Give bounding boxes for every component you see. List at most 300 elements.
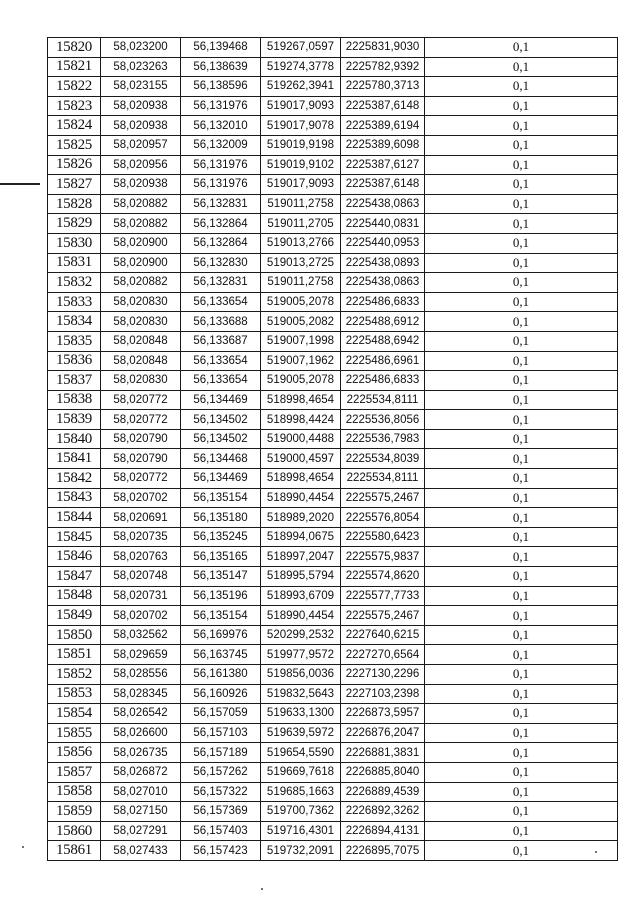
x-coordinate-cell: 519017,9078 <box>261 116 341 136</box>
y-coordinate-cell: 2227640,6215 <box>341 625 425 645</box>
point-number-cell: 15839 <box>48 410 101 430</box>
longitude-cell: 56,138596 <box>181 77 261 97</box>
point-number-cell: 15821 <box>48 57 101 77</box>
table-row <box>48 821 618 841</box>
table-row <box>48 390 618 410</box>
x-coordinate-cell: 519654,5590 <box>261 743 341 763</box>
y-coordinate-cell: 2225389,6098 <box>341 135 425 155</box>
point-number-cell: 15832 <box>48 273 101 293</box>
y-coordinate-cell: 2225536,8056 <box>341 410 425 430</box>
value-cell: 0,1 <box>425 312 618 332</box>
x-coordinate-cell: 519005,2078 <box>261 371 341 391</box>
value-cell: 0,1 <box>425 743 618 763</box>
table-row <box>48 312 618 332</box>
table-row <box>48 135 618 155</box>
x-coordinate-cell: 518998,4654 <box>261 469 341 489</box>
y-coordinate-cell: 2225534,8111 <box>341 469 425 489</box>
longitude-cell: 56,134469 <box>181 469 261 489</box>
x-coordinate-cell: 519700,7362 <box>261 802 341 822</box>
longitude-cell: 56,157369 <box>181 802 261 822</box>
x-coordinate-cell: 519832,5643 <box>261 684 341 704</box>
table-row <box>48 743 618 763</box>
point-number-cell: 15827 <box>48 175 101 195</box>
y-coordinate-cell: 2225486,6961 <box>341 351 425 371</box>
longitude-cell: 56,134468 <box>181 449 261 469</box>
latitude-cell: 58,020748 <box>101 567 181 587</box>
latitude-cell: 58,020735 <box>101 527 181 547</box>
latitude-cell: 58,028345 <box>101 684 181 704</box>
point-number-cell: 15855 <box>48 723 101 743</box>
value-cell: 0,1 <box>425 645 618 665</box>
x-coordinate-cell: 519685,1663 <box>261 782 341 802</box>
table-row <box>48 469 618 489</box>
point-number-cell: 15837 <box>48 371 101 391</box>
point-number-cell: 15828 <box>48 194 101 214</box>
table-row <box>48 194 618 214</box>
y-coordinate-cell: 2225440,0953 <box>341 233 425 253</box>
longitude-cell: 56,131976 <box>181 96 261 116</box>
value-cell: 0,1 <box>425 331 618 351</box>
latitude-cell: 58,020848 <box>101 351 181 371</box>
latitude-cell: 58,020900 <box>101 233 181 253</box>
y-coordinate-cell: 2225438,0863 <box>341 194 425 214</box>
latitude-cell: 58,020702 <box>101 488 181 508</box>
value-cell: 0,1 <box>425 625 618 645</box>
longitude-cell: 56,133654 <box>181 292 261 312</box>
scan-speck <box>595 851 597 853</box>
table-row <box>48 527 618 547</box>
value-cell: 0,1 <box>425 233 618 253</box>
value-cell: 0,1 <box>425 586 618 606</box>
point-number-cell: 15825 <box>48 135 101 155</box>
longitude-cell: 56,133654 <box>181 371 261 391</box>
y-coordinate-cell: 2225387,6148 <box>341 175 425 195</box>
longitude-cell: 56,132009 <box>181 135 261 155</box>
point-number-cell: 15836 <box>48 351 101 371</box>
point-number-cell: 15822 <box>48 77 101 97</box>
value-cell: 0,1 <box>425 77 618 97</box>
x-coordinate-cell: 519011,2705 <box>261 214 341 234</box>
value-cell: 0,1 <box>425 684 618 704</box>
value-cell: 0,1 <box>425 508 618 528</box>
x-coordinate-cell: 519977,9572 <box>261 645 341 665</box>
latitude-cell: 58,028556 <box>101 665 181 685</box>
x-coordinate-cell: 519267,0597 <box>261 38 341 58</box>
y-coordinate-cell: 2227103,2398 <box>341 684 425 704</box>
y-coordinate-cell: 2225387,6127 <box>341 155 425 175</box>
longitude-cell: 56,132010 <box>181 116 261 136</box>
x-coordinate-cell: 518993,6709 <box>261 586 341 606</box>
x-coordinate-cell: 519669,7618 <box>261 762 341 782</box>
point-number-cell: 15845 <box>48 527 101 547</box>
point-number-cell: 15841 <box>48 449 101 469</box>
point-number-cell: 15848 <box>48 586 101 606</box>
x-coordinate-cell: 519633,1300 <box>261 704 341 724</box>
latitude-cell: 58,027291 <box>101 821 181 841</box>
x-coordinate-cell: 518998,4424 <box>261 410 341 430</box>
x-coordinate-cell: 518995,5794 <box>261 567 341 587</box>
y-coordinate-cell: 2226881,3831 <box>341 743 425 763</box>
latitude-cell: 58,020882 <box>101 214 181 234</box>
table-row <box>48 351 618 371</box>
point-number-cell: 15861 <box>48 841 101 861</box>
latitude-cell: 58,020830 <box>101 292 181 312</box>
table-row <box>48 625 618 645</box>
value-cell: 0,1 <box>425 469 618 489</box>
longitude-cell: 56,157322 <box>181 782 261 802</box>
table-row <box>48 331 618 351</box>
y-coordinate-cell: 2225389,6194 <box>341 116 425 136</box>
point-number-cell: 15834 <box>48 312 101 332</box>
x-coordinate-cell: 519007,1998 <box>261 331 341 351</box>
latitude-cell: 58,020830 <box>101 371 181 391</box>
latitude-cell: 58,020938 <box>101 96 181 116</box>
point-number-cell: 15852 <box>48 665 101 685</box>
table-row <box>48 273 618 293</box>
longitude-cell: 56,135154 <box>181 606 261 626</box>
point-number-cell: 15846 <box>48 547 101 567</box>
value-cell: 0,1 <box>425 821 618 841</box>
longitude-cell: 56,157262 <box>181 762 261 782</box>
point-number-cell: 15820 <box>48 38 101 58</box>
latitude-cell: 58,027010 <box>101 782 181 802</box>
y-coordinate-cell: 2226876,2047 <box>341 723 425 743</box>
scan-speck <box>22 846 24 848</box>
longitude-cell: 56,132864 <box>181 233 261 253</box>
y-coordinate-cell: 2225575,2467 <box>341 606 425 626</box>
point-number-cell: 15849 <box>48 606 101 626</box>
value-cell: 0,1 <box>425 449 618 469</box>
table-row <box>48 547 618 567</box>
point-number-cell: 15840 <box>48 429 101 449</box>
left-margin-rule <box>0 183 40 185</box>
longitude-cell: 56,157189 <box>181 743 261 763</box>
value-cell: 0,1 <box>425 253 618 273</box>
point-number-cell: 15857 <box>48 762 101 782</box>
table-row <box>48 116 618 136</box>
latitude-cell: 58,029659 <box>101 645 181 665</box>
latitude-cell: 58,020772 <box>101 390 181 410</box>
value-cell: 0,1 <box>425 175 618 195</box>
x-coordinate-cell: 519007,1962 <box>261 351 341 371</box>
longitude-cell: 56,134502 <box>181 410 261 430</box>
longitude-cell: 56,169976 <box>181 625 261 645</box>
longitude-cell: 56,135196 <box>181 586 261 606</box>
longitude-cell: 56,138639 <box>181 57 261 77</box>
table-row <box>48 704 618 724</box>
x-coordinate-cell: 519639,5972 <box>261 723 341 743</box>
x-coordinate-cell: 518998,4654 <box>261 390 341 410</box>
longitude-cell: 56,135165 <box>181 547 261 567</box>
value-cell: 0,1 <box>425 194 618 214</box>
latitude-cell: 58,020938 <box>101 116 181 136</box>
y-coordinate-cell: 2226873,5957 <box>341 704 425 724</box>
x-coordinate-cell: 519000,4597 <box>261 449 341 469</box>
table-row <box>48 38 618 58</box>
value-cell: 0,1 <box>425 116 618 136</box>
longitude-cell: 56,157059 <box>181 704 261 724</box>
value-cell: 0,1 <box>425 723 618 743</box>
table-row <box>48 449 618 469</box>
longitude-cell: 56,134502 <box>181 429 261 449</box>
latitude-cell: 58,032562 <box>101 625 181 645</box>
y-coordinate-cell: 2225575,9837 <box>341 547 425 567</box>
longitude-cell: 56,157403 <box>181 821 261 841</box>
y-coordinate-cell: 2225440,0831 <box>341 214 425 234</box>
longitude-cell: 56,131976 <box>181 175 261 195</box>
table-row <box>48 371 618 391</box>
value-cell: 0,1 <box>425 488 618 508</box>
latitude-cell: 58,020956 <box>101 155 181 175</box>
point-number-cell: 15829 <box>48 214 101 234</box>
value-cell: 0,1 <box>425 606 618 626</box>
table-row <box>48 233 618 253</box>
x-coordinate-cell: 519013,2766 <box>261 233 341 253</box>
y-coordinate-cell: 2225577,7733 <box>341 586 425 606</box>
longitude-cell: 56,139468 <box>181 38 261 58</box>
x-coordinate-cell: 519017,9093 <box>261 96 341 116</box>
longitude-cell: 56,131976 <box>181 155 261 175</box>
longitude-cell: 56,133687 <box>181 331 261 351</box>
longitude-cell: 56,132830 <box>181 253 261 273</box>
longitude-cell: 56,157423 <box>181 841 261 861</box>
value-cell: 0,1 <box>425 351 618 371</box>
longitude-cell: 56,135180 <box>181 508 261 528</box>
value-cell: 0,1 <box>425 762 618 782</box>
point-number-cell: 15838 <box>48 390 101 410</box>
x-coordinate-cell: 519000,4488 <box>261 429 341 449</box>
longitude-cell: 56,132831 <box>181 273 261 293</box>
y-coordinate-cell: 2225534,8039 <box>341 449 425 469</box>
latitude-cell: 58,026735 <box>101 743 181 763</box>
point-number-cell: 15859 <box>48 802 101 822</box>
table-row <box>48 586 618 606</box>
point-number-cell: 15835 <box>48 331 101 351</box>
value-cell: 0,1 <box>425 665 618 685</box>
value-cell: 0,1 <box>425 273 618 293</box>
x-coordinate-cell: 518997,2047 <box>261 547 341 567</box>
point-number-cell: 15850 <box>48 625 101 645</box>
table-row <box>48 214 618 234</box>
latitude-cell: 58,020848 <box>101 331 181 351</box>
point-number-cell: 15833 <box>48 292 101 312</box>
y-coordinate-cell: 2227270,6564 <box>341 645 425 665</box>
x-coordinate-cell: 519005,2078 <box>261 292 341 312</box>
point-number-cell: 15843 <box>48 488 101 508</box>
value-cell: 0,1 <box>425 704 618 724</box>
latitude-cell: 58,020900 <box>101 253 181 273</box>
y-coordinate-cell: 2225488,6942 <box>341 331 425 351</box>
value-cell: 0,1 <box>425 567 618 587</box>
point-number-cell: 15854 <box>48 704 101 724</box>
x-coordinate-cell: 519262,3941 <box>261 77 341 97</box>
latitude-cell: 58,020882 <box>101 273 181 293</box>
y-coordinate-cell: 2225486,6833 <box>341 292 425 312</box>
latitude-cell: 58,020882 <box>101 194 181 214</box>
point-number-cell: 15856 <box>48 743 101 763</box>
latitude-cell: 58,020731 <box>101 586 181 606</box>
x-coordinate-cell: 519019,9102 <box>261 155 341 175</box>
latitude-cell: 58,020763 <box>101 547 181 567</box>
latitude-cell: 58,027150 <box>101 802 181 822</box>
longitude-cell: 56,133688 <box>181 312 261 332</box>
table-row <box>48 175 618 195</box>
value-cell: 0,1 <box>425 57 618 77</box>
y-coordinate-cell: 2227130,2296 <box>341 665 425 685</box>
x-coordinate-cell: 519019,9198 <box>261 135 341 155</box>
y-coordinate-cell: 2225534,8111 <box>341 390 425 410</box>
x-coordinate-cell: 518994,0675 <box>261 527 341 547</box>
longitude-cell: 56,161380 <box>181 665 261 685</box>
point-number-cell: 15858 <box>48 782 101 802</box>
table-row <box>48 155 618 175</box>
x-coordinate-cell: 520299,2532 <box>261 625 341 645</box>
longitude-cell: 56,160926 <box>181 684 261 704</box>
table-row <box>48 508 618 528</box>
latitude-cell: 58,020957 <box>101 135 181 155</box>
x-coordinate-cell: 519005,2082 <box>261 312 341 332</box>
x-coordinate-cell: 518990,4454 <box>261 488 341 508</box>
coordinates-table-body <box>48 38 618 861</box>
table-row <box>48 841 618 861</box>
table-row <box>48 429 618 449</box>
table-row <box>48 645 618 665</box>
latitude-cell: 58,023263 <box>101 57 181 77</box>
table-row <box>48 665 618 685</box>
table-row <box>48 57 618 77</box>
value-cell: 0,1 <box>425 802 618 822</box>
y-coordinate-cell: 2225576,8054 <box>341 508 425 528</box>
table-row <box>48 567 618 587</box>
point-number-cell: 15847 <box>48 567 101 587</box>
y-coordinate-cell: 2225580,6423 <box>341 527 425 547</box>
value-cell: 0,1 <box>425 782 618 802</box>
longitude-cell: 56,135147 <box>181 567 261 587</box>
table-row <box>48 410 618 430</box>
value-cell: 0,1 <box>425 410 618 430</box>
point-number-cell: 15824 <box>48 116 101 136</box>
table-row <box>48 762 618 782</box>
x-coordinate-cell: 519013,2725 <box>261 253 341 273</box>
coordinates-table <box>47 37 618 861</box>
x-coordinate-cell: 519716,4301 <box>261 821 341 841</box>
point-number-cell: 15842 <box>48 469 101 489</box>
y-coordinate-cell: 2225486,6833 <box>341 371 425 391</box>
point-number-cell: 15826 <box>48 155 101 175</box>
latitude-cell: 58,026872 <box>101 762 181 782</box>
x-coordinate-cell: 519011,2758 <box>261 194 341 214</box>
y-coordinate-cell: 2225574,8620 <box>341 567 425 587</box>
value-cell: 0,1 <box>425 96 618 116</box>
table-row <box>48 802 618 822</box>
y-coordinate-cell: 2225575,2467 <box>341 488 425 508</box>
table-row <box>48 782 618 802</box>
y-coordinate-cell: 2226892,3262 <box>341 802 425 822</box>
value-cell: 0,1 <box>425 135 618 155</box>
table-row <box>48 96 618 116</box>
point-number-cell: 15860 <box>48 821 101 841</box>
x-coordinate-cell: 519856,0036 <box>261 665 341 685</box>
x-coordinate-cell: 519017,9093 <box>261 175 341 195</box>
latitude-cell: 58,020790 <box>101 449 181 469</box>
y-coordinate-cell: 2226895,7075 <box>341 841 425 861</box>
scan-speck <box>261 888 263 890</box>
point-number-cell: 15831 <box>48 253 101 273</box>
longitude-cell: 56,133654 <box>181 351 261 371</box>
latitude-cell: 58,020790 <box>101 429 181 449</box>
longitude-cell: 56,132831 <box>181 194 261 214</box>
table-row <box>48 77 618 97</box>
point-number-cell: 15851 <box>48 645 101 665</box>
longitude-cell: 56,134469 <box>181 390 261 410</box>
table-row <box>48 253 618 273</box>
longitude-cell: 56,135245 <box>181 527 261 547</box>
longitude-cell: 56,157103 <box>181 723 261 743</box>
value-cell: 0,1 <box>425 214 618 234</box>
x-coordinate-cell: 518989,2020 <box>261 508 341 528</box>
table-row <box>48 606 618 626</box>
point-number-cell: 15853 <box>48 684 101 704</box>
latitude-cell: 58,020938 <box>101 175 181 195</box>
table-row <box>48 684 618 704</box>
value-cell: 0,1 <box>425 547 618 567</box>
latitude-cell: 58,020830 <box>101 312 181 332</box>
latitude-cell: 58,027433 <box>101 841 181 861</box>
point-number-cell: 15823 <box>48 96 101 116</box>
point-number-cell: 15830 <box>48 233 101 253</box>
x-coordinate-cell: 519274,3778 <box>261 57 341 77</box>
latitude-cell: 58,020691 <box>101 508 181 528</box>
y-coordinate-cell: 2225488,6912 <box>341 312 425 332</box>
y-coordinate-cell: 2226889,4539 <box>341 782 425 802</box>
x-coordinate-cell: 518990,4454 <box>261 606 341 626</box>
y-coordinate-cell: 2225782,9392 <box>341 57 425 77</box>
y-coordinate-cell: 2225387,6148 <box>341 96 425 116</box>
value-cell: 0,1 <box>425 155 618 175</box>
y-coordinate-cell: 2225438,0863 <box>341 273 425 293</box>
y-coordinate-cell: 2225831,9030 <box>341 38 425 58</box>
table-row <box>48 723 618 743</box>
y-coordinate-cell: 2226894,4131 <box>341 821 425 841</box>
value-cell: 0,1 <box>425 841 618 861</box>
x-coordinate-cell: 519732,2091 <box>261 841 341 861</box>
longitude-cell: 56,135154 <box>181 488 261 508</box>
value-cell: 0,1 <box>425 292 618 312</box>
longitude-cell: 56,163745 <box>181 645 261 665</box>
value-cell: 0,1 <box>425 527 618 547</box>
point-number-cell: 15844 <box>48 508 101 528</box>
latitude-cell: 58,020702 <box>101 606 181 626</box>
latitude-cell: 58,023155 <box>101 77 181 97</box>
latitude-cell: 58,026542 <box>101 704 181 724</box>
table-row <box>48 488 618 508</box>
value-cell: 0,1 <box>425 390 618 410</box>
table-row <box>48 292 618 312</box>
value-cell: 0,1 <box>425 38 618 58</box>
value-cell: 0,1 <box>425 429 618 449</box>
y-coordinate-cell: 2226885,8040 <box>341 762 425 782</box>
longitude-cell: 56,132864 <box>181 214 261 234</box>
y-coordinate-cell: 2225780,3713 <box>341 77 425 97</box>
latitude-cell: 58,020772 <box>101 469 181 489</box>
y-coordinate-cell: 2225438,0893 <box>341 253 425 273</box>
value-cell: 0,1 <box>425 371 618 391</box>
latitude-cell: 58,026600 <box>101 723 181 743</box>
y-coordinate-cell: 2225536,7983 <box>341 429 425 449</box>
latitude-cell: 58,020772 <box>101 410 181 430</box>
x-coordinate-cell: 519011,2758 <box>261 273 341 293</box>
latitude-cell: 58,023200 <box>101 38 181 58</box>
